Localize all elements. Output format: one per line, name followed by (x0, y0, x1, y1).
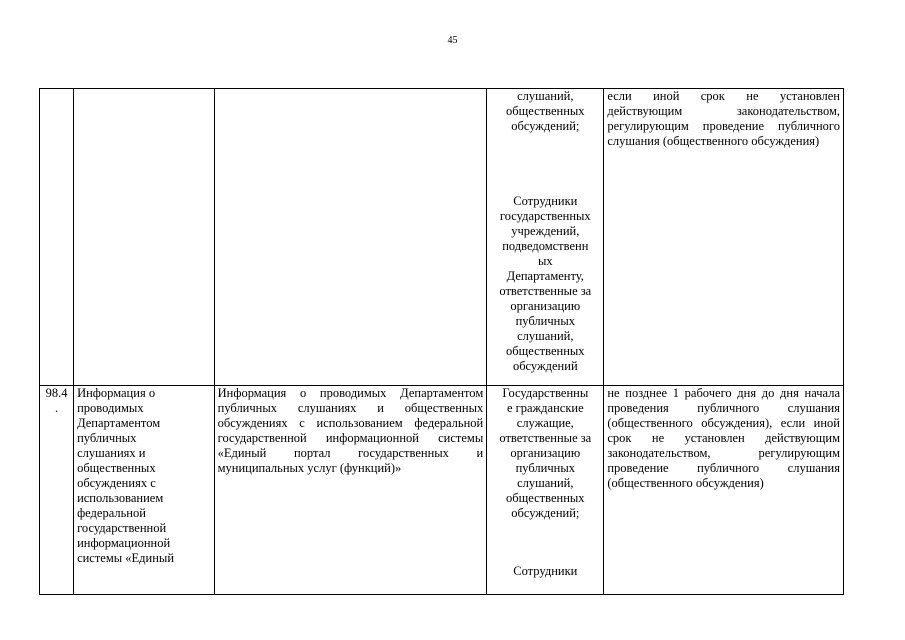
cell-responsible (487, 386, 604, 595)
document-table (39, 88, 844, 595)
cell-description: Информация о проводимых Департаментом публичных слушаниях и общественных обсуждениях с использованием федеральной государственной информационной системы «Единый портал государственных и муниципальных услуг (функций)» (214, 386, 487, 595)
page-number: 45 (447, 35, 458, 46)
cell-number (40, 89, 74, 386)
cell-number: 98.4 . (40, 386, 74, 595)
table-row (40, 386, 844, 595)
responsible-text-a: слушаний, общественных обсуждений; (506, 89, 585, 133)
cell-deadline: не позднее 1 рабочего дня до дня начала проведения публичного слушания (общественного обсуждения), если иной срок не установлен действующим законодательством, регулирующим проведение публичного слушания (общественного обсуждения) (604, 386, 844, 595)
responsible-text-b: Сотрудники (513, 564, 578, 578)
cell-name: Информация о проводимых Департаментом публичных слушаниях и общественных обсуждениях с использованием федеральной государственной информационной системы «Единый (74, 386, 215, 595)
cell-deadline: если иной срок не установлен действующим законодательством, регулирующим проведение публичного слушания (общественного обсуждения) (604, 89, 844, 386)
table-row (40, 89, 844, 386)
responsible-text-b: Сотрудники государственных учреждений, подведомственн ых Департаменту, ответственные за организацию публичных слушаний, общественных обсуждений (499, 194, 592, 373)
cell-description (214, 89, 487, 386)
cell-responsible (487, 89, 604, 386)
cell-name (74, 89, 215, 386)
responsible-text-a: Государственны е гражданские служащие, ответственные за организацию публичных слушаний, общественных обсуждений; (499, 386, 592, 520)
